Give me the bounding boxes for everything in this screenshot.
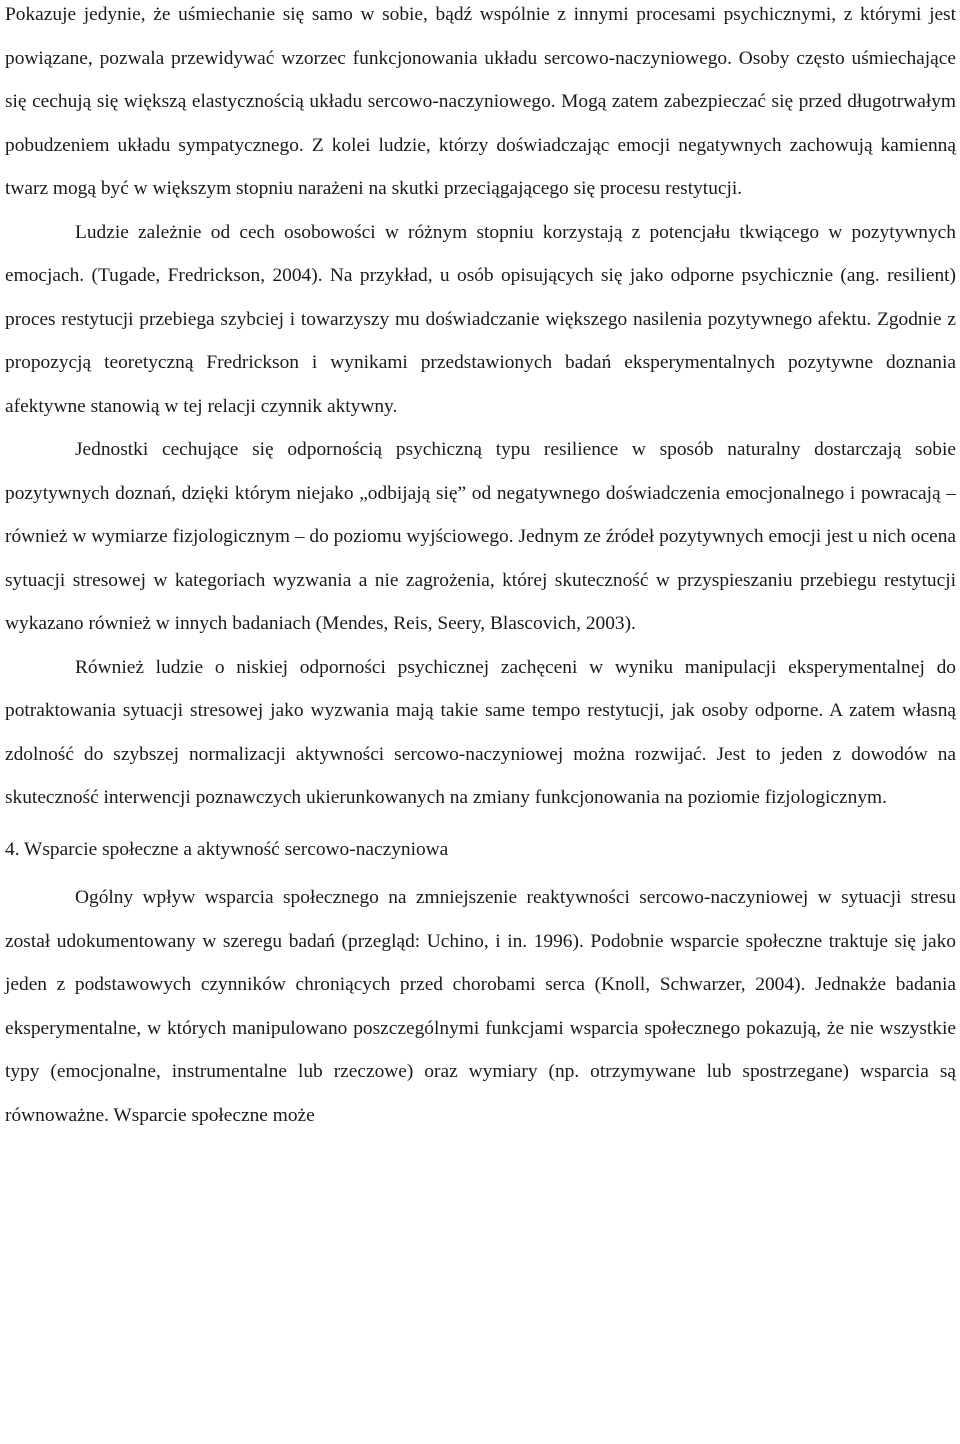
paragraph-resilience-recovery: Jednostki cechujące się odpornością psychiczną typu resilience w sposób naturalny dostarczają sobie pozytywnych doznań, dzięki którym niejako „odbijają się” od negatywnego doświadczenia emocjonalnego i powracają – również w wymiarze fizjologicznym – do poziomu wyjściowego. Jednym ze źródeł pozytywnych emocji jest u nich ocena sytuacji stresowej w kategoriach wyzwania a nie zagrożenia, której skuteczność w przyspieszaniu przebiegu restytucji wykazano również w innych badaniach (Mendes, Reis, Seery, Blascovich, 2003).	[5, 439, 956, 634]
paragraph-social-support: Ogólny wpływ wsparcia społecznego na zmniejszenie reaktywności sercowo-naczyniowej w sytuacji stresu został udokumentowany w szeregu badań (przegląd: Uchino, i in. 1996). Podobnie wsparcie społeczne traktuje się jako jeden z podstawowych czynników chroniących przed chorobami serca (Knoll, Schwarzer, 2004). Jednakże badania eksperymentalne, w których manipulowano poszczególnymi funkcjami wsparcia społecznego pokazują, że nie wszystkie typy (emocjonalne, instrumentalne lub rzeczowe) oraz wymiary (np. otrzymywane lub spostrzegane) wsparcia są równoważne. Wsparcie społeczne może	[5, 887, 956, 1126]
paragraph-low-resilience-manipulation: Również ludzie o niskiej odporności psychicznej zachęceni w wyniku manipulacji eksperymentalnej do potraktowania sytuacji stresowej jako wyzwania mają takie same tempo restytucji, jak osoby odporne. A zatem własną zdolność do szybszej normalizacji aktywności sercowo-naczyniowej można rozwijać. Jest to jeden z dowodów na skuteczność interwencji poznawczych ukierunkowanych na zmiany funkcjonowania na poziomie fizjologicznym.	[5, 656, 956, 808]
section-heading: 4. Wsparcie społeczne a aktywność sercowo-naczyniowa	[5, 838, 449, 860]
paragraph-personality-positive-emotions: Ludzie zależnie od cech osobowości w różnym stopniu korzystają z potencjału tkwiącego w pozytywnych emocjach. (Tugade, Fredrickson, 2004). Na przykład, u osób opisujących się jako odporne psychicznie (ang. resilient) proces restytucji przebiega szybciej i towarzyszy mu doświadczanie większego nasilenia pozytywnego afektu. Zgodnie z propozycją teoretyczną Fredrickson i wynikami przedstawionych badań eksperymentalnych pozytywne doznania afektywne stanowią w tej relacji czynnik aktywny.	[5, 221, 956, 417]
paragraph-smiling-cardiovascular: Pokazuje jedynie, że uśmiechanie się samo w sobie, bądź wspólnie z innymi procesami psychicznymi, z którymi jest powiązane, pozwala przewidywać wzorzec funkcjonowania układu sercowo-naczyniowego. Osoby często uśmiechające się cechują się większą elastycznością układu sercowo-naczyniowego. Mogą zatem zabezpieczać się przed długotrwałym pobudzeniem układu sympatycznego. Z kolei ludzie, którzy doświadczając emocji negatywnych zachowują kamienną twarz mogą być w większym stopniu narażeni na skutki przeciągającego się procesu restytucji.	[5, 4, 956, 199]
